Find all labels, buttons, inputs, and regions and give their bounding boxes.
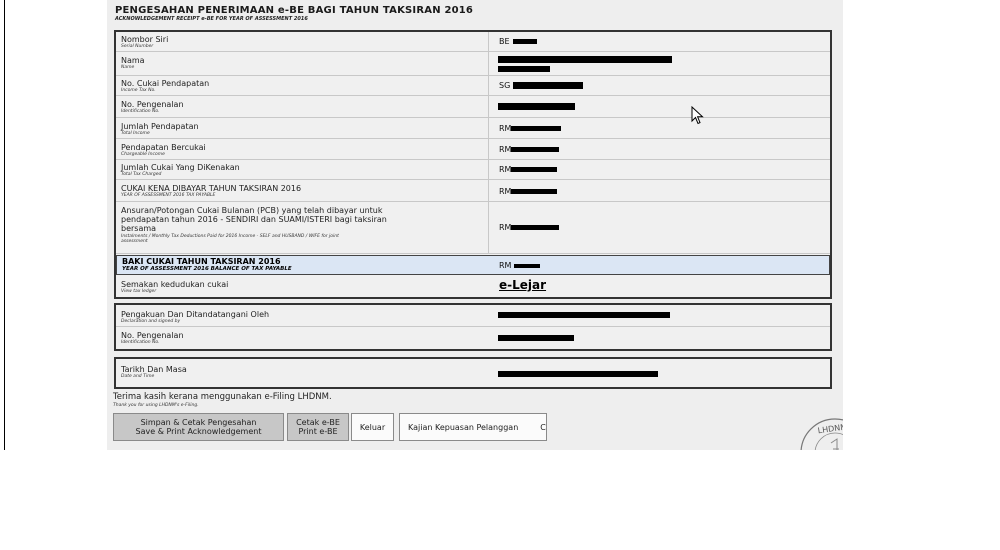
row-label: Pengakuan Dan Ditandatangani Oleh [121, 310, 270, 319]
row-sublabel: YEAR OF ASSESSMENT 2016 TAX PAYABLE [121, 193, 216, 198]
table-row-chargeable-income [116, 139, 830, 160]
row-label: No. Pengenalan [121, 331, 184, 340]
row-label: Tarikh Dan Masa [121, 365, 187, 374]
table-row-declarant-id [116, 327, 830, 349]
redaction-bar [511, 225, 559, 230]
acknowledgement-panel [107, 0, 848, 450]
row-label: Nombor Siri [121, 35, 169, 44]
redaction-bar [498, 312, 670, 318]
redaction-bar [511, 126, 561, 131]
window-left-border [4, 0, 5, 450]
row-sublabel-line-1: Instalments / Monthly Tax Deductions Paid for 2016 Income - SELF and HUSBAND / WIFE for joint [121, 234, 339, 239]
redaction-bar [513, 82, 583, 89]
total-income-value: RM [499, 124, 561, 133]
redaction-bar [513, 39, 537, 44]
serial-number-value: BE [499, 37, 537, 46]
row-label: Jumlah Pendapatan [121, 122, 199, 131]
table-row-tax-payable [116, 180, 830, 202]
datetime-table [114, 357, 832, 389]
redaction-bar [514, 264, 540, 268]
table-row-identification-no [116, 96, 830, 118]
row-sublabel: Total Tax Charged [121, 172, 162, 177]
tax-payable-value: RM [499, 187, 557, 196]
save-print-acknowledgement-button[interactable]: Simpan & Cetak Pengesahan Save & Print Acknowledgement [113, 413, 284, 441]
redaction-bar [511, 189, 557, 194]
table-row-serial-number [116, 32, 830, 52]
svg-text:LHDNM: LHDNM [817, 422, 848, 436]
survey-button-overflow-glyph: C [540, 422, 546, 432]
row-label: Semakan kedudukan cukai [121, 280, 229, 289]
income-tax-no-value: SG [499, 81, 583, 90]
tax-details-table [114, 30, 832, 299]
table-row-total-tax-charged [116, 160, 830, 180]
redaction-bar [511, 147, 559, 152]
row-label: CUKAI KENA DIBAYAR TAHUN TAKSIRAN 2016 [121, 184, 302, 193]
table-row-pcb-instalments [116, 202, 830, 254]
balance-value: RM [499, 261, 540, 270]
row-sublabel: Date and Time [121, 374, 155, 379]
row-label: Pendapatan Bercukai [121, 143, 206, 152]
row-sublabel: Serial Number [121, 44, 154, 49]
row-sublabel: Income Tax No. [121, 88, 156, 93]
total-tax-charged-value: RM [499, 165, 557, 174]
mouse-pointer-icon [691, 106, 705, 126]
exit-button[interactable]: Keluar [351, 413, 394, 441]
table-row-total-income [116, 118, 830, 139]
row-sublabel: View tax ledger [121, 289, 157, 294]
row-sublabel: Identification No. [121, 340, 160, 345]
page-title: PENGESAHAN PENERIMAAN e-BE BAGI TAHUN TAKSIRAN 2016 [115, 5, 474, 16]
balance-tax-payable-row [116, 255, 830, 275]
redaction-bar [498, 371, 658, 377]
redaction-bar [498, 66, 550, 72]
row-sublabel: Identification No. [121, 109, 160, 114]
row-label: Jumlah Cukai Yang DiKenakan [121, 163, 240, 172]
balance-sublabel: YEAR OF ASSESSMENT 2016 BALANCE OF TAX PAYABLE [122, 266, 292, 272]
redaction-bar [498, 103, 575, 110]
table-row-name [116, 52, 830, 76]
lhdnm-seal-stamp [797, 413, 848, 450]
table-row-date-time [116, 359, 830, 387]
row-label-line-1: Ansuran/Potongan Cukai Bulanan (PCB) yang telah dibayar untuk [121, 206, 383, 215]
row-sublabel: Chargeable Income [121, 152, 165, 157]
page-subtitle: ACKNOWLEDGEMENT RECEIPT e-BE FOR YEAR OF ASSESSMENT 2016 [115, 16, 308, 22]
redaction-bar [498, 335, 574, 341]
row-sublabel-line-2: assessment [121, 239, 148, 244]
e-lejar-link[interactable]: e-Lejar [499, 278, 547, 292]
row-sublabel: Total Income [121, 131, 150, 136]
declaration-table [114, 303, 832, 351]
table-row-declared-by [116, 305, 830, 327]
thank-you-subtext: Thank you for using LHDNM's e-Filing. [113, 403, 199, 408]
customer-survey-button[interactable]: Kajian Kepuasan Pelanggan [399, 413, 547, 441]
row-label-line-3: bersama [121, 224, 157, 233]
row-label: Nama [121, 56, 145, 65]
table-row-tax-ledger [116, 277, 830, 299]
thank-you-text: Terima kasih kerana menggunakan e-Filing LHDNM. [113, 392, 332, 402]
pcb-value: RM [499, 223, 559, 232]
redaction-bar [511, 167, 557, 172]
print-ebe-button[interactable]: Cetak e-BE Print e-BE [287, 413, 349, 441]
row-label: No. Cukai Pendapatan [121, 79, 210, 88]
row-label-line-2: pendapatan tahun 2016 - SENDIRI dan SUAMI/ISTERI bagi taksiran [121, 215, 387, 224]
balance-label: BAKI CUKAI TAHUN TAKSIRAN 2016 [122, 257, 281, 266]
row-label: No. Pengenalan [121, 100, 184, 109]
redaction-bar [498, 56, 672, 63]
chargeable-income-value: RM [499, 145, 559, 154]
row-sublabel: Declaration and signed by [121, 319, 181, 324]
row-sublabel: Name [121, 65, 135, 70]
table-row-income-tax-no [116, 76, 830, 96]
